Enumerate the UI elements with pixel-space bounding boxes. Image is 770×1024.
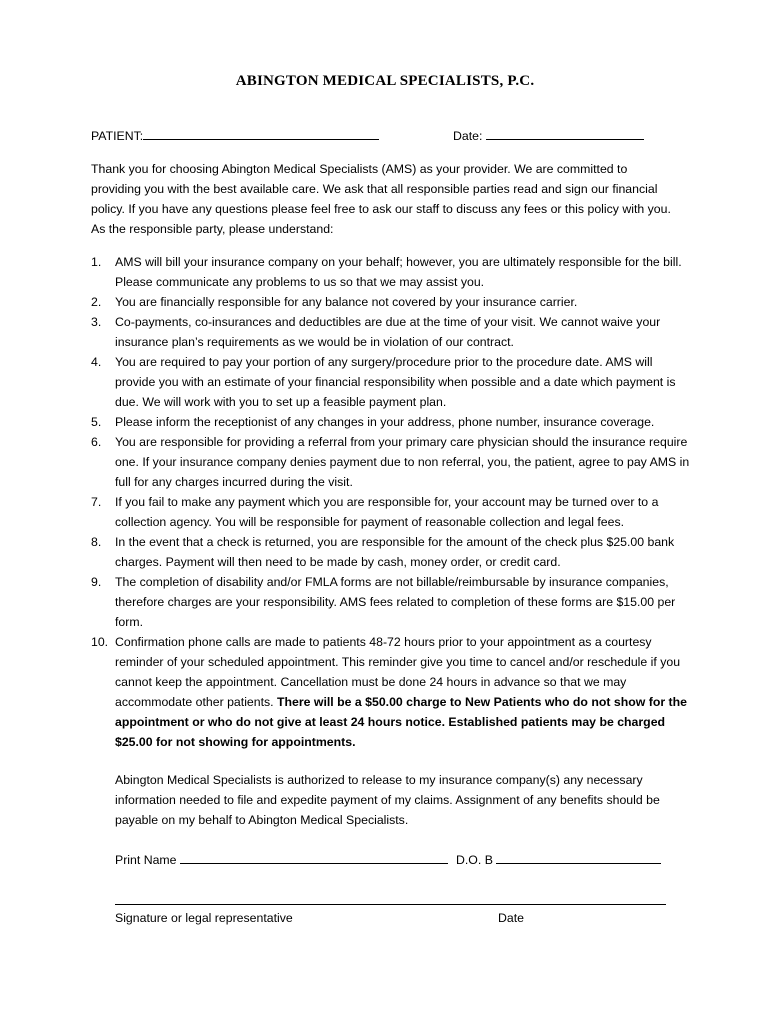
term-text: Co-payments, co-insurances and deductibles are due at the time of your visit. We cannot waive your insurance plan’s requirements as we would be in violation of our contract. — [115, 315, 661, 349]
term-text: You are required to pay your portion of any surgery/procedure prior to the procedure date. AMS will provide you with an estimate of your financial responsibility when possible and a date which payment is due. We will work with you to set up a feasible payment plan. — [115, 355, 676, 409]
dob-blank[interactable] — [496, 851, 661, 864]
term-bold-notice: There will be a $50.00 charge to New Patients who do not show for the appointment or who do not give at least 24 hours notice. Established patients may be charged $25.00 for not showing for appointments. — [115, 695, 687, 749]
term-text: In the event that a check is returned, you are responsible for the amount of the check plus $25.00 bank charges. Payment will then need to be made by cash, money order, or credit card. — [115, 535, 675, 569]
print-name-label: Print Name — [115, 853, 177, 867]
term-item — [91, 432, 691, 492]
term-text: You are financially responsible for any balance not covered by your insurance carrier. — [115, 295, 578, 309]
signature-line[interactable] — [115, 904, 666, 905]
term-item — [91, 492, 691, 532]
term-item — [91, 252, 691, 292]
print-name-field[interactable] — [115, 851, 448, 867]
term-item — [91, 292, 691, 312]
term-text: Confirmation phone calls are made to patients 48-72 hours prior to your appointment as a courtesy reminder of your scheduled appointment. This reminder give you time to cancel and/or reschedule if you cannot keep the appointment. Cancellation must be done 24 hours in advance so that we may accommodate other patients. — [115, 635, 681, 709]
patient-blank[interactable] — [143, 127, 379, 140]
intro-paragraph: Thank you for choosing Abington Medical Specialists (AMS) as your provider. We are committed to providing you with the best available care. We ask that all responsible parties read and sign our financial policy. If you have any questions please feel free to ask our staff to discuss any fees or this policy with you. As the responsible party, please understand: — [91, 162, 671, 236]
term-item — [91, 572, 691, 632]
authorization-paragraph: Abington Medical Specialists is authorized to release to my insurance company(s) any necessary information needed to file and expedite payment of my claims. Assignment of any benefits should be payable on my behalf to Abington Medical Specialists. — [115, 773, 660, 827]
term-number: 10. — [91, 635, 109, 649]
dob-label: D.O. B — [456, 853, 493, 867]
term-number: 5. — [91, 415, 102, 429]
document-title: ABINGTON MEDICAL SPECIALISTS, P.C. — [235, 73, 535, 89]
term-item — [91, 532, 691, 572]
term-item — [91, 312, 691, 352]
terms-list — [91, 252, 691, 752]
term-text: If you fail to make any payment which you are responsible for, your account may be turned over to a collection agency. You will be responsible for payment of reasonable collection and legal fees. — [115, 495, 659, 529]
term-item — [91, 632, 691, 752]
date-blank[interactable] — [486, 127, 644, 140]
term-text: Please inform the receptionist of any changes in your address, phone number, insurance coverage. — [115, 415, 655, 429]
term-item — [91, 352, 691, 412]
term-text: You are responsible for providing a referral from your primary care physician should the insurance require one. If your insurance company denies payment due to non referral, you, the patient, agree to pay AMS in full for any charges incurred during the visit. — [115, 435, 690, 489]
term-number: 1. — [91, 255, 102, 269]
date-field[interactable] — [453, 127, 644, 143]
term-number: 7. — [91, 495, 102, 509]
term-number: 6. — [91, 435, 102, 449]
signature-label: Signature or legal representative — [115, 911, 293, 925]
date-label: Date: — [453, 129, 483, 143]
term-number: 2. — [91, 295, 102, 309]
dob-field[interactable] — [456, 851, 661, 867]
term-item — [91, 412, 691, 432]
term-number: 8. — [91, 535, 102, 549]
patient-label: PATIENT: — [91, 129, 144, 143]
term-text: The completion of disability and/or FMLA forms are not billable/reimbursable by insurance companies, therefore charges are your responsibility. AMS fees related to completion of these forms are $15.00 per form. — [115, 575, 676, 629]
term-number: 9. — [91, 575, 102, 589]
term-text: AMS will bill your insurance company on your behalf; however, you are ultimately responsible for the bill. Please communicate any problems to us so that we may assist you. — [115, 255, 682, 289]
signature-date-label: Date — [498, 911, 524, 925]
term-number: 4. — [91, 355, 102, 369]
patient-field[interactable] — [91, 127, 379, 143]
print-name-blank[interactable] — [180, 851, 448, 864]
term-number: 3. — [91, 315, 102, 329]
